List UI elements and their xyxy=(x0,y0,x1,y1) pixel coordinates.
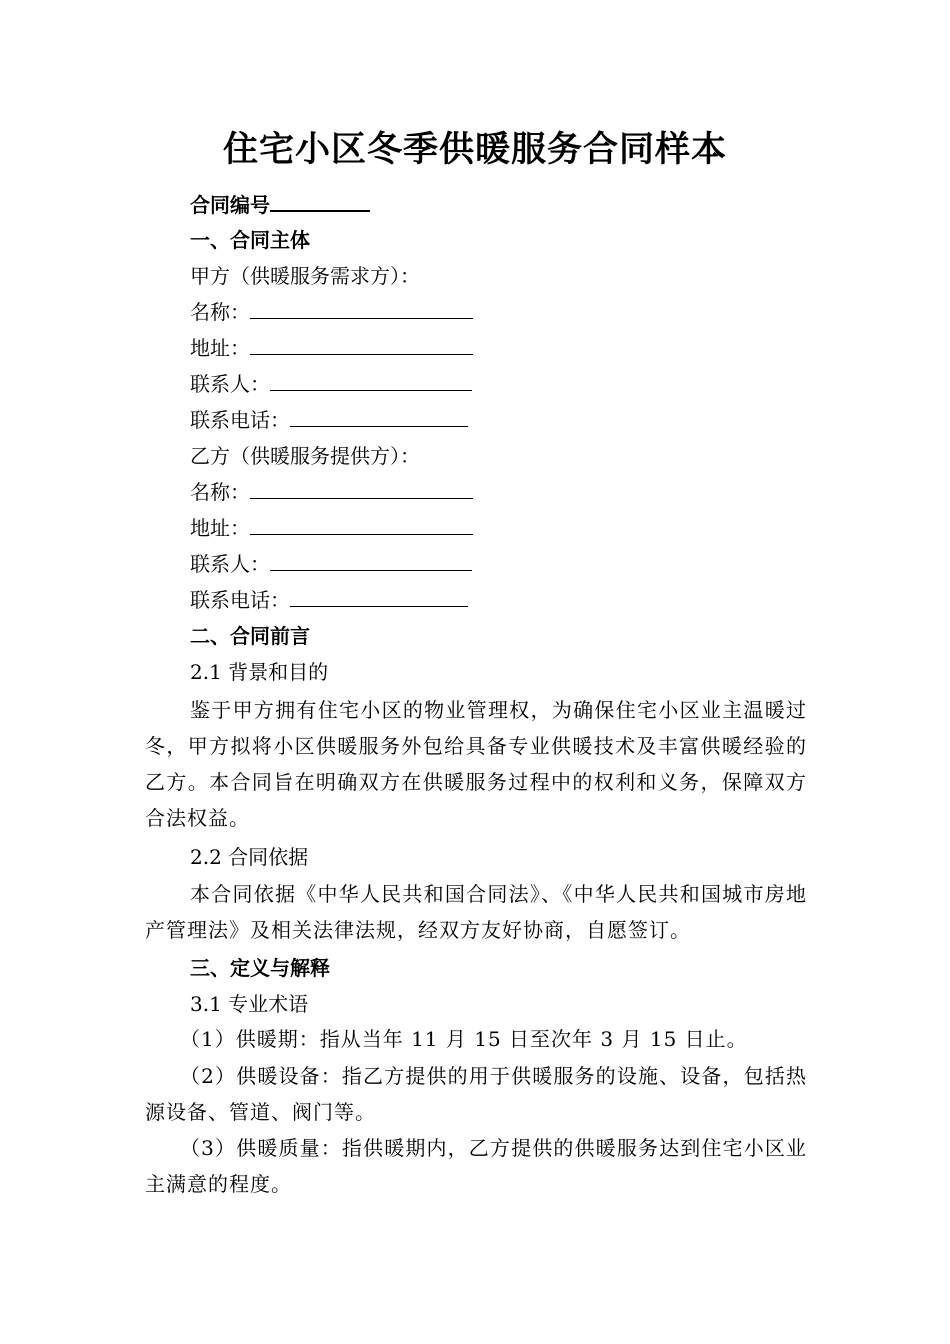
party-a-contact-blank[interactable] xyxy=(270,370,472,391)
contract-number-row xyxy=(190,190,370,219)
party-a-heading: 甲方（供暖服务需求方）： xyxy=(190,264,420,288)
party-a-phone-blank[interactable] xyxy=(290,406,468,427)
party-b-name-row xyxy=(190,478,473,506)
term-3-heating-quality: （3）供暖质量：指供暖期内，乙方提供的供暖服务达到住宅小区业主满意的程度。 xyxy=(145,1136,807,1196)
party-b-phone-blank[interactable] xyxy=(290,586,468,607)
term-1-heating-period: （1）供暖期：指从当年 11 月 15 日至次年 3 月 15 日止。 xyxy=(180,1027,748,1051)
contract-number-blank[interactable] xyxy=(270,190,370,212)
section-2-heading: 二、合同前言 xyxy=(190,624,310,648)
party-a-address-row xyxy=(190,334,473,362)
party-b-address-blank[interactable] xyxy=(250,514,473,535)
party-b-phone-label: 联系电话： xyxy=(190,588,290,612)
party-a-contact-row xyxy=(190,370,472,398)
party-b-name-label: 名称： xyxy=(190,480,250,504)
subsection-2-2-heading: 2.2 合同依据 xyxy=(190,845,309,869)
party-b-phone-row xyxy=(190,586,468,614)
party-b-contact-row xyxy=(190,550,472,578)
party-b-address-row xyxy=(190,514,473,542)
party-a-contact-label: 联系人： xyxy=(190,372,270,396)
document-title: 住宅小区冬季供暖服务合同样本 xyxy=(222,130,727,170)
contract-number-label: 合同编号 xyxy=(190,193,270,217)
party-a-name-label: 名称： xyxy=(190,300,250,324)
party-b-address-label: 地址： xyxy=(190,516,250,540)
party-a-name-blank[interactable] xyxy=(250,298,473,319)
party-b-name-blank[interactable] xyxy=(250,478,473,499)
subsection-2-2-paragraph: 本合同依据《中华人民共和国合同法》、《中华人民共和国城市房地产管理法》及相关法律法规，经双方友好协商，自愿签订。 xyxy=(145,882,807,942)
party-a-name-row xyxy=(190,298,473,326)
party-b-contact-label: 联系人： xyxy=(190,552,270,576)
term-2-heating-equipment: （2）供暖设备：指乙方提供的用于供暖服务的设施、设备，包括热源设备、管道、阀门等。 xyxy=(145,1064,807,1124)
subsection-2-1-paragraph: 鉴于甲方拥有住宅小区的物业管理权，为确保住宅小区业主温暖过冬，甲方拟将小区供暖服务外包给具备专业供暖技术及丰富供暖经验的乙方。本合同旨在明确双方在供暖服务过程中的权利和义务，保障双方合法权益。 xyxy=(145,698,807,830)
party-a-phone-row xyxy=(190,406,468,434)
section-3-heading: 三、定义与解释 xyxy=(190,956,330,980)
party-b-contact-blank[interactable] xyxy=(270,550,472,571)
party-a-address-label: 地址： xyxy=(190,336,250,360)
party-a-address-blank[interactable] xyxy=(250,334,473,355)
subsection-2-1-heading: 2.1 背景和目的 xyxy=(190,660,329,684)
section-1-heading: 一、合同主体 xyxy=(190,228,310,252)
subsection-3-1-heading: 3.1 专业术语 xyxy=(190,992,309,1016)
party-a-phone-label: 联系电话： xyxy=(190,408,290,432)
party-b-heading: 乙方（供暖服务提供方）： xyxy=(190,444,420,468)
